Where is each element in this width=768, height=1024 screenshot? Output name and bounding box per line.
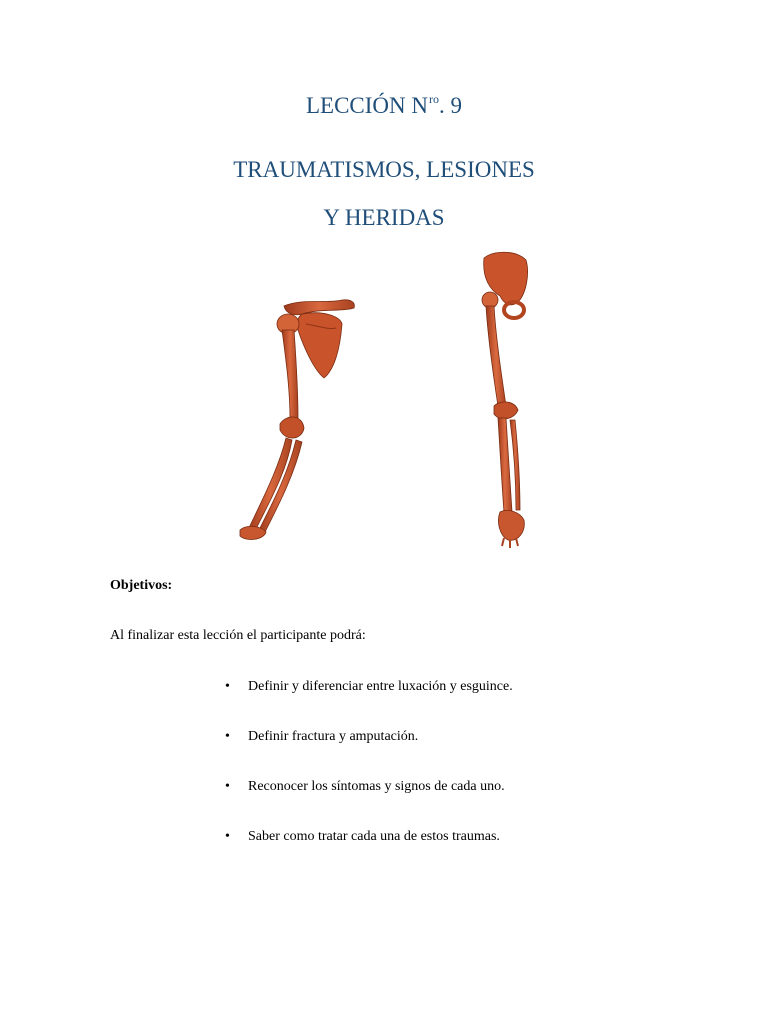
- lesson-title-line-2: Y HERIDAS: [323, 205, 445, 230]
- objective-text: Definir fractura y amputación.: [248, 729, 419, 744]
- objectives-heading: Objetivos:: [110, 578, 173, 593]
- objective-text: Saber como tratar cada una de estos traumas.: [248, 829, 500, 844]
- objective-text: Definir y diferenciar entre luxación y esguince.: [248, 679, 513, 694]
- objective-text: Reconocer los síntomas y signos de cada uno.: [248, 779, 505, 794]
- bullet-icon: •: [225, 779, 230, 794]
- list-item: [225, 679, 513, 695]
- bullet-icon: •: [225, 679, 230, 694]
- lesson-suffix: . 9: [439, 93, 463, 118]
- list-item: [225, 829, 500, 845]
- lesson-superscript: ro: [429, 92, 440, 106]
- bullet-icon: •: [225, 729, 230, 744]
- list-item: [225, 779, 505, 795]
- lesson-number-title: [0, 92, 768, 119]
- bullet-icon: •: [225, 829, 230, 844]
- lesson-prefix: LECCIÓN N: [305, 93, 429, 118]
- intro-text: Al finalizar esta lección el participante podrá:: [110, 628, 366, 643]
- list-item: [225, 729, 419, 745]
- lesson-title-line-1: TRAUMATISMOS, LESIONES: [233, 157, 535, 182]
- leg-skeleton-illustration: [460, 250, 540, 550]
- arm-skeleton-illustration: [232, 290, 367, 545]
